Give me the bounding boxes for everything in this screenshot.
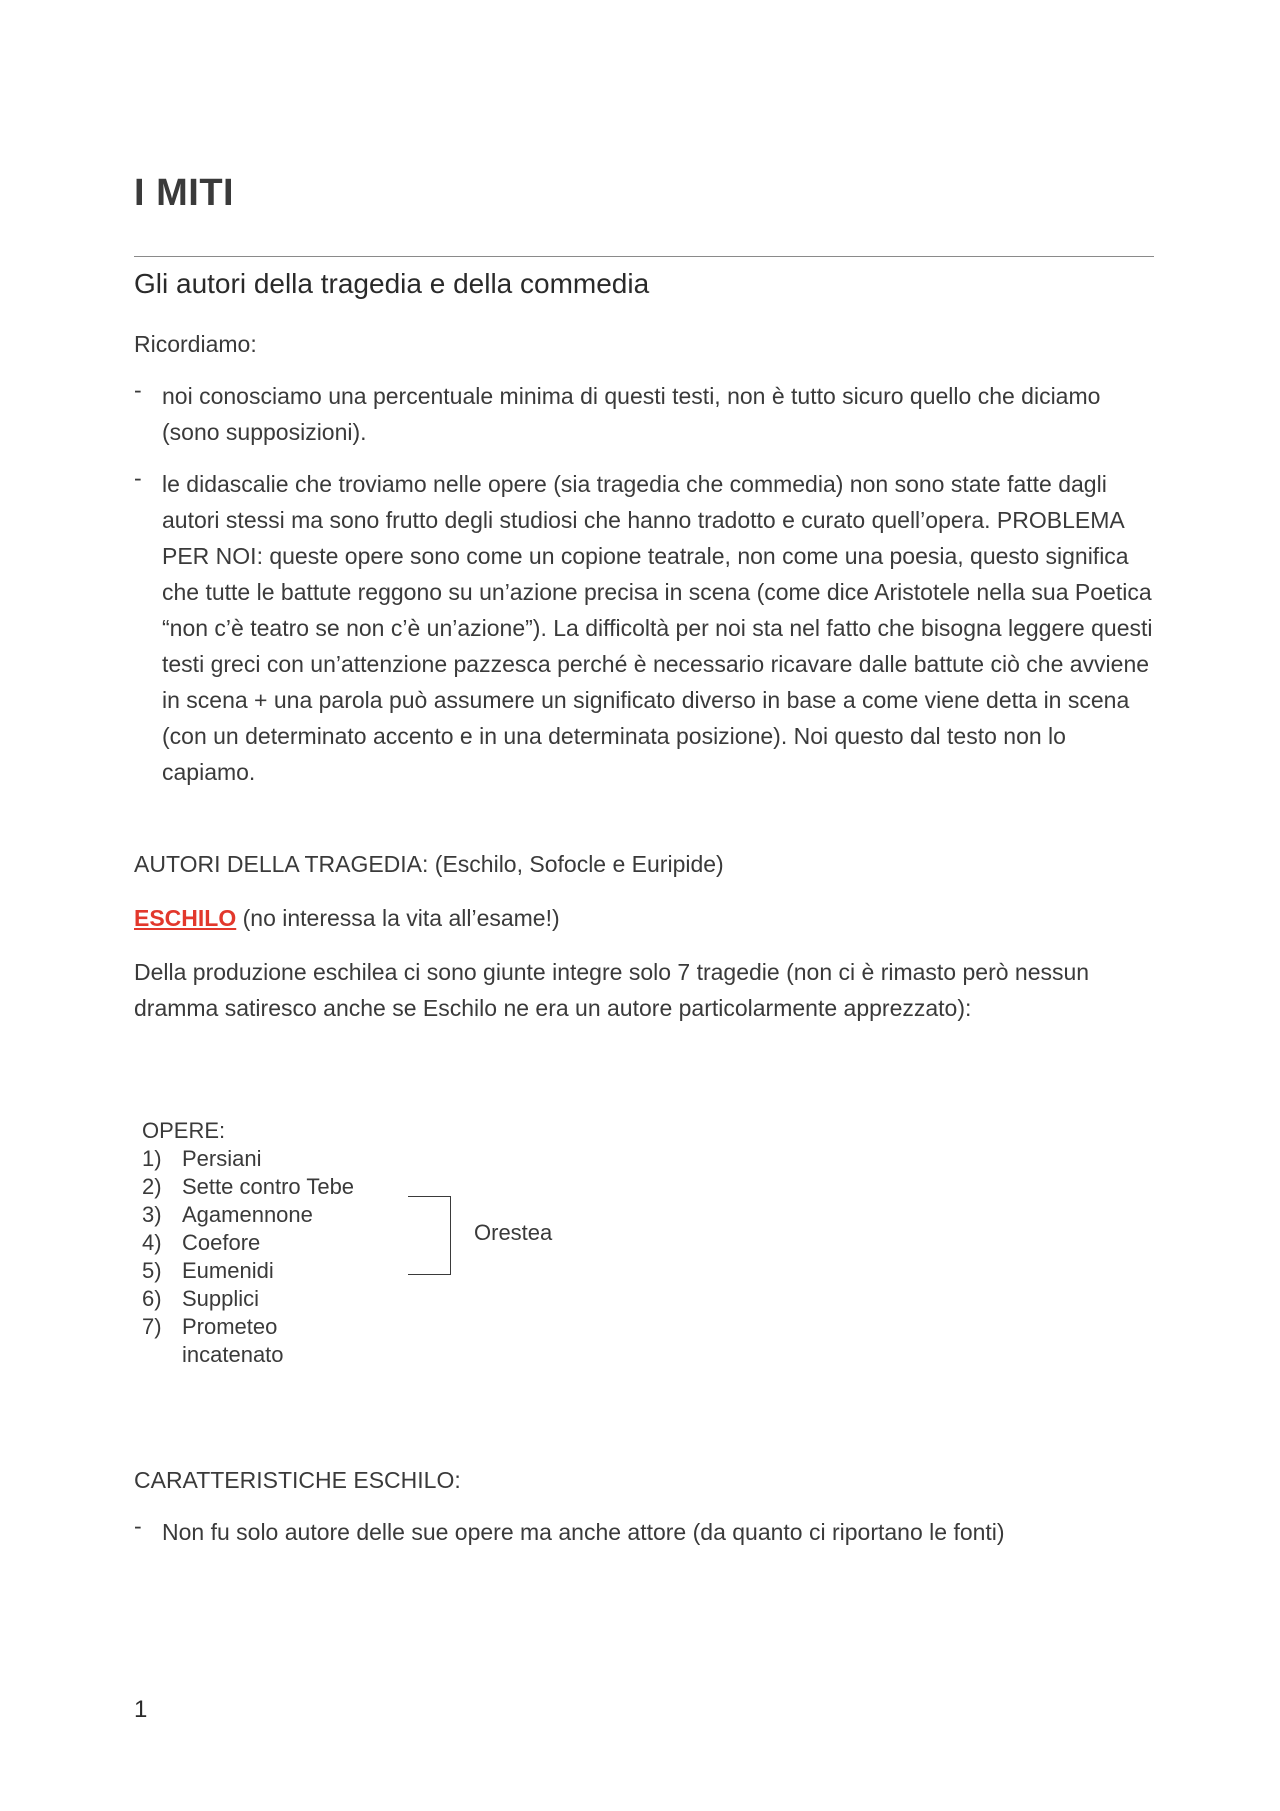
- work-title: Agamennone: [182, 1202, 313, 1227]
- bullet-text: noi conosciamo una percentuale minima di questi testi, non è tutto sicuro quello che diciamo (sono supposizioni).: [162, 383, 1101, 445]
- bullet-text: Non fu solo autore delle sue opere ma anche attore (da quanto ci riportano le fonti): [162, 1519, 1005, 1545]
- list-item: [134, 378, 1154, 450]
- works-heading: OPERE:: [142, 1118, 226, 1143]
- bullet-dash: -: [134, 377, 142, 403]
- item-number: 5): [142, 1258, 162, 1283]
- work-title: Supplici: [182, 1286, 260, 1311]
- list-item: [142, 1173, 412, 1201]
- item-number: 2): [142, 1174, 162, 1199]
- work-title: Eumenidi: [182, 1258, 274, 1283]
- item-number: 4): [142, 1230, 162, 1255]
- characteristics-heading: CARATTERISTICHE ESCHILO:: [134, 1467, 461, 1493]
- works-list: [142, 1117, 412, 1369]
- list-item: [142, 1313, 312, 1369]
- list-item: [134, 1514, 1154, 1550]
- section-subtitle: Gli autori della tragedia e della commedia: [134, 268, 650, 299]
- work-title: Coefore: [182, 1230, 261, 1255]
- production-text: Della produzione eschilea ci sono giunte integre solo 7 tragedie (non ci è rimasto però nessun dramma satiresco anche se Eschilo ne era un autore particolarmente apprezzato):: [134, 959, 1090, 1021]
- orestea-label: Orestea: [474, 1220, 553, 1245]
- list-item: [142, 1285, 412, 1313]
- authors-line: AUTORI DELLA TRAGEDIA: (Eschilo, Sofocle e Euripide): [134, 851, 724, 877]
- page-number: 1: [134, 1696, 148, 1723]
- work-title: Persiani: [182, 1146, 262, 1171]
- title-divider: [134, 256, 1154, 257]
- bullet-dash: -: [134, 465, 142, 491]
- work-title: Sette contro Tebe: [182, 1174, 355, 1199]
- list-item: [134, 466, 1154, 790]
- eschilo-link[interactable]: ESCHILO: [134, 905, 237, 931]
- list-item: [142, 1257, 412, 1285]
- orestea-bracket: [408, 1196, 451, 1275]
- item-number: 3): [142, 1202, 162, 1227]
- intro-text: Ricordiamo:: [134, 331, 257, 357]
- bullet-text: le didascalie che troviamo nelle opere (sia tragedia che commedia) non sono state fatte dagli autori stessi ma sono frutto degli studiosi che hanno tradotto e curato quell’opera. PROBLEMA PER NOI: queste opere sono come un copione teatrale, non come una poesia, questo significa che tutte le battute reggono su un’azione precisa in scena (come dice Aristotele nella sua Poetica “non c’è teatro se non c’è un’azione”). La difficoltà per noi sta nel fatto che bisogna leggere questi testi greci con un’attenzione pazzesca perché è necessario ricavare dalle battute ciò che avviene in scena + una parola può assumere un significato diverso in base a come viene detta in scena (con un determinato accento e in una determinata posizione). Noi questo dal testo non lo capiamo.: [162, 471, 1153, 785]
- item-number: 7): [142, 1314, 162, 1339]
- page-title: I MITI: [134, 172, 235, 214]
- eschilo-note: (no interessa la vita all’esame!): [236, 905, 560, 931]
- work-title: Prometeo incatenato: [182, 1314, 284, 1367]
- list-item: [142, 1201, 412, 1229]
- list-item: [142, 1145, 412, 1173]
- bullet-dash: -: [134, 1513, 142, 1539]
- list-item: [142, 1229, 412, 1257]
- item-number: 6): [142, 1286, 162, 1311]
- eschilo-line: [134, 900, 1154, 936]
- item-number: 1): [142, 1146, 162, 1171]
